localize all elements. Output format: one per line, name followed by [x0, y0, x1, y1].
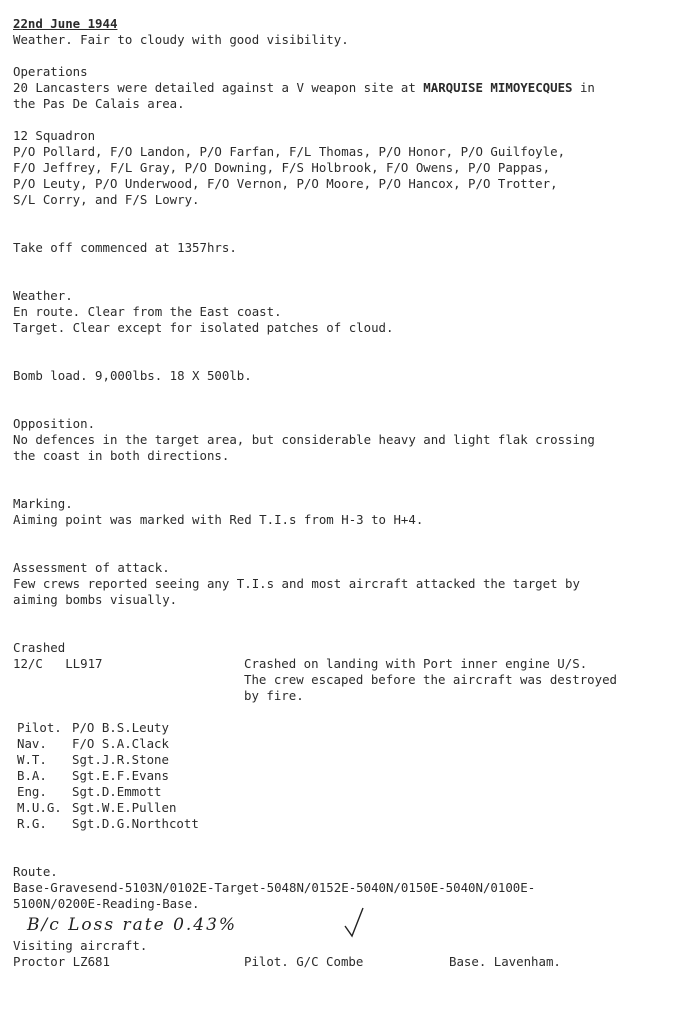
visiting-aircraft: Proctor LZ681 [13, 954, 110, 969]
crew-row [17, 752, 663, 768]
crew-role: R.G. [17, 816, 47, 831]
operations-text-tail: in [572, 80, 595, 95]
squadron-heading: 12 Squadron [13, 128, 96, 143]
weather-target: Target. Clear except for isolated patches of cloud. [13, 320, 394, 335]
handwritten-note [27, 912, 663, 938]
crew-row [17, 768, 663, 784]
crew-name: F/O S.A.Clack [72, 736, 169, 751]
crash-aircraft: 12/C LL917 [13, 656, 103, 671]
crew-role: Eng. [17, 784, 47, 799]
crew-name: Sgt.W.E.Pullen [72, 800, 177, 815]
handwritten-loss-rate: B/c Loss rate 0.43% [27, 915, 238, 935]
bomb-load: Bomb load. 9,000lbs. 18 X 500lb. [13, 368, 252, 383]
crew-name: Sgt.D.Emmott [72, 784, 162, 799]
assessment-line: aiming bombs visually. [13, 592, 178, 607]
operations-target: MARQUISE MIMOYECQUES [423, 80, 573, 95]
marking-text: Aiming point was marked with Red T.I.s from H-3 to H+4. [13, 512, 424, 527]
crashed-heading: Crashed [13, 640, 66, 655]
route-heading: Route. [13, 864, 58, 879]
crew-row [17, 736, 663, 752]
entry-date: 22nd June 1944 [13, 16, 118, 31]
operations-text: 20 Lancasters were detailed against a V weapon site at [13, 80, 424, 95]
crew-row [17, 720, 663, 736]
checkmark-icon [342, 906, 366, 940]
opposition-line: No defences in the target area, but considerable heavy and light flak crossing [13, 432, 595, 447]
route-line: 5100N/0200E-Reading-Base. [13, 896, 200, 911]
weather-heading: Weather. [13, 288, 73, 303]
squadron-line: S/L Corry, and F/S Lowry. [13, 192, 200, 207]
squadron-line: P/O Leuty, P/O Underwood, F/O Vernon, P/O Moore, P/O Hancox, P/O Trotter, [13, 176, 558, 191]
operations-line-2: the Pas De Calais area. [13, 96, 185, 111]
crew-role: B.A. [17, 768, 47, 783]
visiting-pilot: Pilot. G/C Combe [244, 954, 364, 969]
visiting-record [13, 954, 663, 970]
assessment-line: Few crews reported seeing any T.I.s and most aircraft attacked the target by [13, 576, 580, 591]
general-weather: Weather. Fair to cloudy with good visibility. [13, 32, 349, 47]
visiting-base: Base. Lavenham. [449, 954, 561, 969]
assessment-heading: Assessment of attack. [13, 560, 170, 575]
crew-name: P/O B.S.Leuty [72, 720, 169, 735]
opposition-heading: Opposition. [13, 416, 96, 431]
crash-desc-line: Crashed on landing with Port inner engine U/S. [244, 656, 588, 671]
document-page [13, 16, 663, 970]
crew-role: W.T. [17, 752, 47, 767]
squadron-line: P/O Pollard, F/O Landon, P/O Farfan, F/L Thomas, P/O Honor, P/O Guilfoyle, [13, 144, 566, 159]
crash-record [13, 656, 663, 704]
marking-heading: Marking. [13, 496, 73, 511]
crew-role: Pilot. [17, 720, 62, 735]
takeoff-time: Take off commenced at 1357hrs. [13, 240, 237, 255]
crew-list [13, 720, 663, 832]
operations-heading: Operations [13, 64, 88, 79]
crash-desc-line: The crew escaped before the aircraft was destroyed [244, 672, 617, 687]
crash-description [244, 656, 654, 704]
crew-name: Sgt.E.F.Evans [72, 768, 169, 783]
crew-name: Sgt.J.R.Stone [72, 752, 169, 767]
crew-row [17, 800, 663, 816]
weather-enroute: En route. Clear from the East coast. [13, 304, 282, 319]
crew-role: M.U.G. [17, 800, 62, 815]
squadron-line: F/O Jeffrey, F/L Gray, P/O Downing, F/S Holbrook, F/O Owens, P/O Pappas, [13, 160, 551, 175]
operations-line-1 [13, 80, 663, 96]
crew-row [17, 816, 663, 832]
crew-row [17, 784, 663, 800]
crew-role: Nav. [17, 736, 47, 751]
opposition-line: the coast in both directions. [13, 448, 230, 463]
crash-desc-line: by fire. [244, 688, 304, 703]
route-line: Base-Gravesend-5103N/0102E-Target-5048N/0152E-5040N/0150E-5040N/0100E- [13, 880, 536, 895]
crew-name: Sgt.D.G.Northcott [72, 816, 199, 831]
visiting-heading: Visiting aircraft. [13, 938, 148, 953]
